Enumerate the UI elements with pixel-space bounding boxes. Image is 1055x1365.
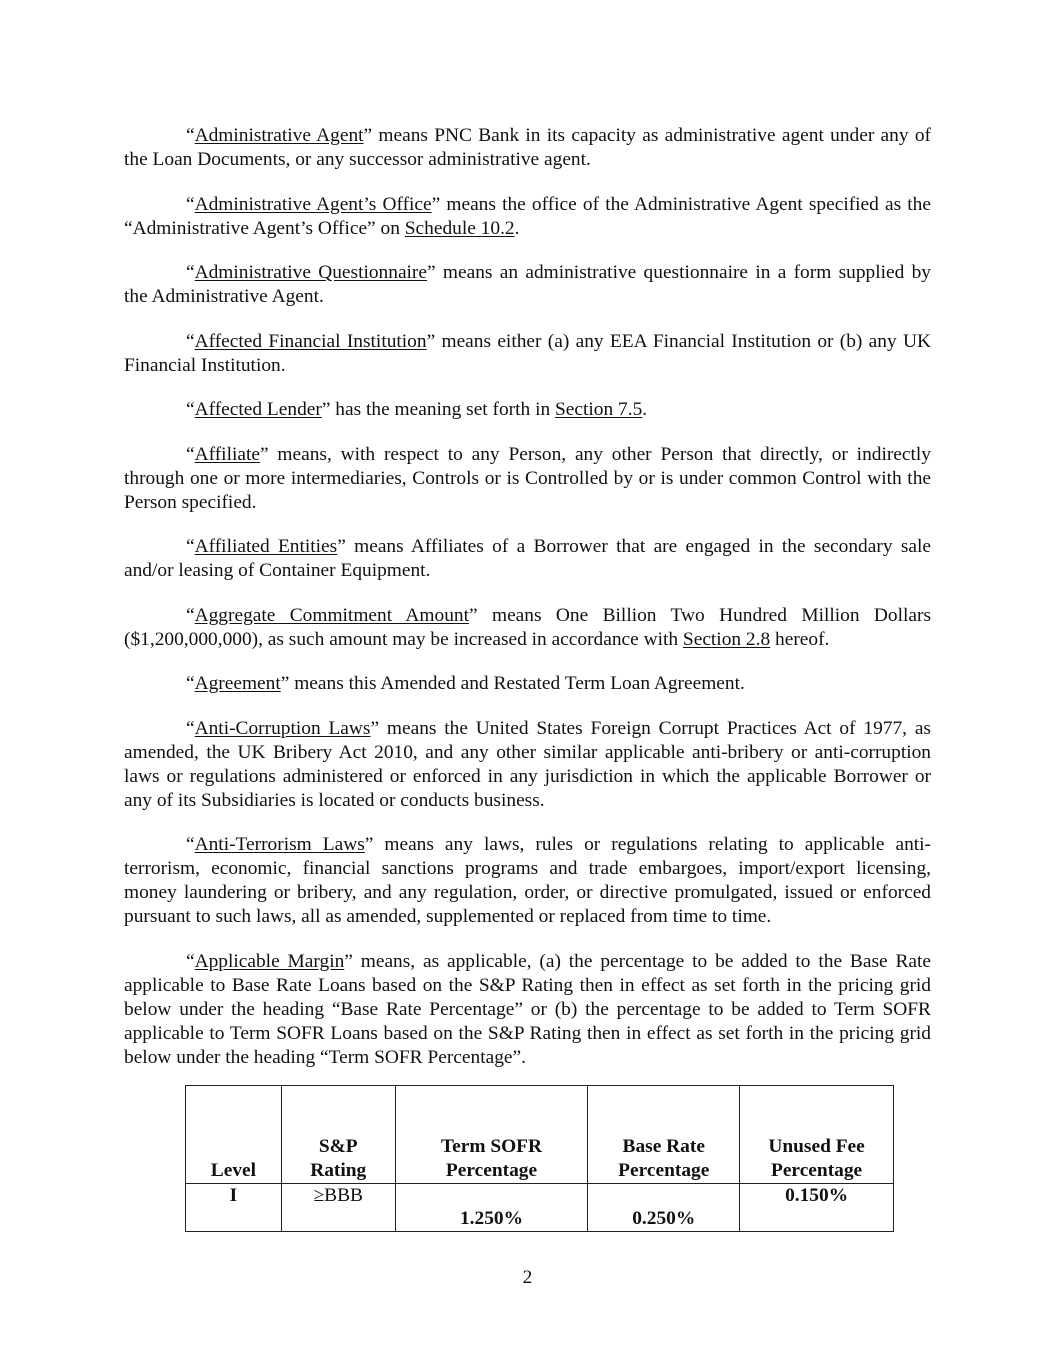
pricing-grid-table [185,1085,894,1232]
header-unused-fee: Unused Fee Percentage [740,1086,894,1184]
defined-term: Affiliate [194,443,260,465]
table-header-row [186,1086,894,1184]
defined-term: Administrative Questionnaire [194,262,427,283]
definition-paragraph: “Anti-Terrorism Laws” means any laws, rules or regulations relating to applicable anti-terrorism, economic, financial sanctions programs and trade embargoes, import/export licensing, money laundering or bribery, and any regulation, order, or directive promulgated, issued or enforced pursuant to such laws, all as amended, supplemented or replaced from time to time. [124,834,931,927]
defined-term: Applicable Margin [194,950,345,972]
defined-term: Affiliated Entities [194,536,338,557]
header-base-rate: Base Rate Percentage [588,1086,740,1184]
cell-base-rate: 0.250% [588,1184,740,1232]
table-row [186,1184,894,1232]
cell-sp-rating: ≥BBB [281,1184,395,1232]
header-sp-rating: S&P Rating [281,1086,395,1184]
definition-paragraph: “Applicable Margin” means, as applicable, (a) the percentage to be added to the Base Rate applicable to Base Rate Loans based on the S&P Rating then in effect as set forth in the pricing grid below under the heading “Base Rate Percentage” or (b) the percentage to be added to Term SOFR applicable to Term SOFR Loans based on the S&P Rating then in effect as set forth in the pricing grid below under the heading “Term SOFR Percentage”. [124,950,931,1068]
header-level: Level [186,1086,282,1184]
definition-paragraph: “Anti-Corruption Laws” means the United States Foreign Corrupt Practices Act of 1977, as amended, the UK Bribery Act 2010, and any other similar applicable anti-bribery or anti-corruption laws or regulations administered or enforced in any jurisdiction in which the applicable Borrower or any of its Subsidiaries is located or conducts business. [124,717,931,811]
defined-term: Administrative Agent’s Office [194,193,432,215]
cross-reference: Section 2.8 [682,628,771,650]
definition-paragraph: “Administrative Agent” means PNC Bank in its capacity as administrative agent under any of the Loan Documents, or any successor administrative agent. [124,125,931,170]
definition-paragraph: “Administrative Agent’s Office” means the office of the Administrative Agent specified as the “Administrative Agent’s Office” on Schedule 10.2. [124,193,931,239]
defined-term: Administrative Agent [194,125,364,146]
defined-term: Aggregate Commitment Amount [194,604,469,626]
document-page [124,124,931,1090]
defined-term: Affected Financial Institution [194,330,427,352]
definition-paragraph: “Aggregate Commitment Amount” means One Billion Two Hundred Million Dollars ($1,200,000,000), as such amount may be increased in accordance with Section 2.8 hereof. [124,604,931,650]
page-number: 2 [522,1267,533,1288]
definition-paragraph: “Affiliate” means, with respect to any Person, any other Person that directly, or indirectly through one or more intermediaries, Controls or is Controlled by or is under common Control with the Person specified. [124,443,931,513]
cell-level: I [186,1184,282,1232]
defined-term: Agreement [194,673,281,694]
definition-paragraph: “Agreement” means this Amended and Restated Term Loan Agreement. [186,673,745,694]
definition-paragraph: “Affected Lender” has the meaning set forth in Section 7.5. [186,399,648,420]
cell-unused-fee: 0.150% [740,1184,894,1232]
defined-term: Anti-Terrorism Laws [194,834,365,855]
definition-paragraph: “Administrative Questionnaire” means an administrative questionnaire in a form supplied by the Administrative Agent. [124,262,931,307]
header-term-sofr: Term SOFR Percentage [395,1086,588,1184]
defined-term: Affected Lender [194,399,322,420]
defined-term: Anti-Corruption Laws [194,717,371,739]
definition-paragraph: “Affiliated Entities” means Affiliates of a Borrower that are engaged in the secondary sale and/or leasing of Container Equipment. [124,536,931,581]
cross-reference: Section 7.5 [555,399,643,420]
cell-term-sofr: 1.250% [395,1184,588,1232]
cross-reference: Schedule 10.2 [404,217,515,239]
definition-paragraph: “Affected Financial Institution” means either (a) any EEA Financial Institution or (b) any UK Financial Institution. [124,330,931,376]
